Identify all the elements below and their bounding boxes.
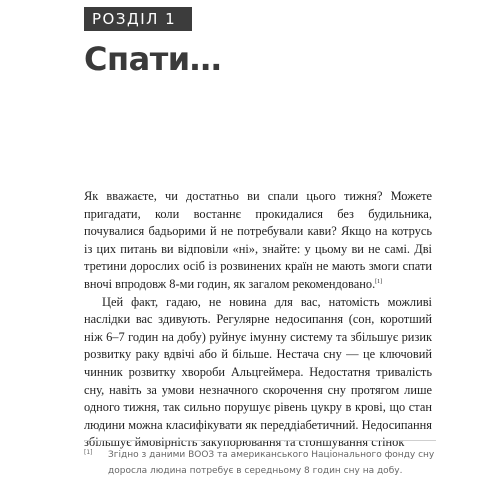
footnote-reference: [1]	[375, 278, 383, 285]
footnote-marker: [1]	[84, 449, 93, 456]
footnote-divider	[84, 440, 436, 441]
chapter-tag: РОЗДІЛ 1	[84, 7, 192, 31]
body-text	[84, 188, 432, 452]
footnote	[84, 447, 436, 479]
paragraph-2: Цей факт, гадаю, не новина для вас, натомість можливі наслідки вас здивують. Регулярне недосипання (сон, коротший ніж 6–7 годин на добу) руйнує імунну систему та збільшує ризик розвитку раку вдвічі або й більше. Нестача сну — це ключовий чинник розвитку хвороби Альцгеймера. Недостатня тривалість сну, навіть за умови незначного скорочення сну протягом лише одного тижня, так сильно порушує рівень цукру в крові, що стан людини можна класифікувати як переддіабетичний. Недосипання збільшує ймовірність закупорювання та стоншування стінок	[84, 294, 432, 450]
paragraph-1-text: Як вважаєте, чи достатньо ви спали цього тижня? Можете пригадати, коли востаннє прокидалися без будильника, почувалися бадьорими й не потребували кави? Якщо на котрусь із цих питань ви відповіли «ні», знайте: у цьому ви не самі. Дві третини дорослих осіб із розвинених країн не мають змоги спати вночі впродовж 8-ми годин, як загалом рекомендовано.	[84, 189, 432, 291]
chapter-title: Спати…	[84, 40, 222, 78]
footnote-text: Згідно з даними ВООЗ та американського Національного фонду сну доросла людина потребує в середньому 8 годин сну на добу.	[108, 450, 435, 476]
paragraph-1	[84, 188, 432, 294]
